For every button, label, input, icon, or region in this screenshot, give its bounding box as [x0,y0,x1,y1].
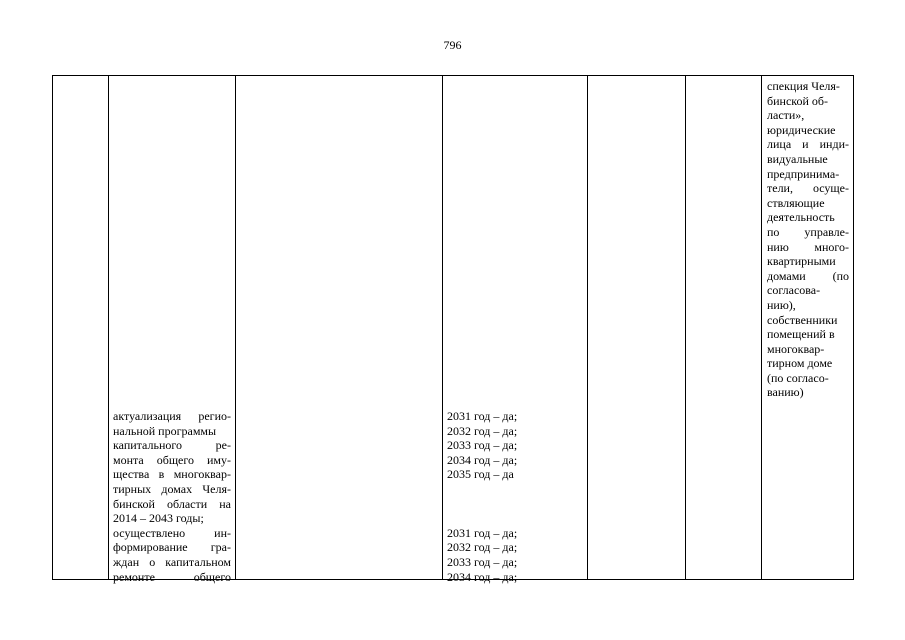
column-divider [685,76,686,579]
cell-line: многоквар- [767,341,825,356]
cell-line: предпринима- [767,166,840,181]
cell-line: ремонте общего [113,569,231,584]
responsible-column-cell [767,79,849,400]
cell-line: 2034 год – да; [447,452,518,467]
cell-line: бинской области на [113,496,231,511]
cell-line: ласти», [767,108,805,123]
cell-line: 2032 год – да; [447,423,518,438]
cell-line: капитального ре- [113,438,231,453]
cell-line: (по согласо- [767,370,829,385]
data-table [52,75,854,584]
years-column-cell [447,409,583,584]
cell-line: лица и инди- [767,137,849,152]
page-number: 796 [443,38,462,52]
column-divider [761,76,762,579]
column-divider [442,76,443,579]
activity-column-cell [113,409,231,584]
cell-line: видуальные [767,151,828,166]
cell-line: ствляющие [767,195,825,210]
column-divider [235,76,236,579]
cell-line: ванию) [767,385,804,400]
cell-line: юридические [767,122,836,137]
cell-line: 2014 – 2043 годы; [113,511,204,526]
cell-line: по управле- [767,224,849,239]
cell-line: 2034 год – да; [447,569,518,584]
column-divider [108,76,109,579]
cell-line: тирном доме [767,356,833,371]
cell-line: нию много- [767,239,849,254]
cell-line: домами (по [767,268,849,283]
cell-line: актуализация регио- [113,409,231,423]
cell-line: спекция Челя- [767,79,840,93]
cell-line: собственники [767,312,838,327]
cell-line: формирование гра- [113,540,231,555]
cell-line [447,497,583,512]
cell-line: согласова- [767,283,821,298]
cell-line: монта общего иму- [113,452,231,467]
cell-line: тели, осуще- [767,181,849,196]
cell-line: нию), [767,297,796,312]
cell-line: деятельность [767,210,835,225]
cell-line: 2031 год – да; [447,409,518,423]
cell-line: 2032 год – да; [447,540,518,555]
cell-line: бинской об- [767,93,829,108]
cell-line: 2033 год – да; [447,438,518,453]
cell-line [447,511,583,526]
cell-line: ждан о капитальном [113,554,231,569]
column-divider [587,76,588,579]
cell-line [447,482,583,497]
cell-line: щества в многоквар- [113,467,231,482]
cell-line: 2035 год – да [447,467,514,482]
cell-line: квартирными [767,254,836,269]
cell-line: тирных домах Челя- [113,481,231,496]
cell-line: нальной программы [113,423,217,438]
cell-line: осуществлено ин- [113,525,231,540]
cell-line: 2033 год – да; [447,554,518,569]
cell-line: 2031 год – да; [447,525,518,540]
cell-line: помещений в [767,327,835,342]
